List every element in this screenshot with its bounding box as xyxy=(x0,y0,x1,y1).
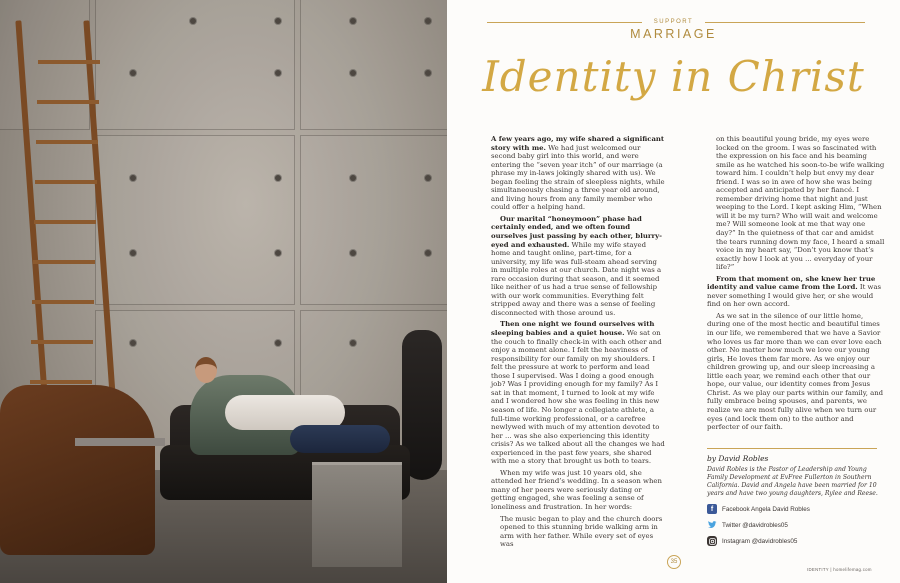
paragraph-text: on this beautiful young bride, my eyes were locked on the groom. I was so fascinated with the expression on his face and his beaming smile as he watched his soon-to-be wife walking toward him. I couldn’t help but envy my dear friend. I was so in awe of how she was being accepted and anticipated by her fiancé. I remember driving home that night and just weeping to the Lord. I kept asking Him, “When will it be my turn? Who will wait and welcome me? Will someone look at me that way one day?” In the quietness of that car and amidst the tears running down my face, I heard a small voice in my heart say, “Don’t you know that’s exactly how I look at you ... everyday of your life?” xyxy=(716,135,885,272)
concrete-stool xyxy=(312,462,402,567)
paragraph-text: The music began to play and the church doors opened to this stunning bride walking arm in arm with her father. While every set of eyes was xyxy=(500,514,663,549)
author-byline: by David Robles xyxy=(707,454,769,463)
article-paragraph xyxy=(707,275,885,309)
social-label: Instagram @davidrobles05 xyxy=(722,537,798,545)
paragraph-lead: From that moment on, she knew her true identity and value came from the Lord. xyxy=(707,274,876,292)
paragraph-text: It was never something I would give her, or she would find on her own accord. xyxy=(707,283,882,309)
article-column-2 xyxy=(707,135,885,435)
article-paragraph xyxy=(491,135,665,212)
social-label: Facebook Angela David Robles xyxy=(722,505,810,513)
paragraph-text: While my wife stayed home and taught online, part-time, for a university, my life was full-steam ahead serving in multiple roles at our church. Date night was a rare occasion during that season, and it seemed like neither of us had a true sense of fellowship with our work communities. Everything felt stripped away and there was a sense of feeling disconnected with those around us. xyxy=(491,240,662,317)
twitter-icon xyxy=(707,520,717,530)
social-instagram[interactable] xyxy=(707,535,887,547)
article-paragraph xyxy=(491,215,665,318)
article-paragraph xyxy=(491,515,665,549)
cover-photo xyxy=(0,0,447,583)
paragraph-lead: Our marital “honeymoon” phase had certainly ended, and we often found ourselves just passing by each other, blurry-eyed and exhausted. xyxy=(491,214,662,249)
paragraph-lead: Then one night we found ourselves with sleeping babies and a quiet house. xyxy=(491,320,655,338)
paragraph-text: When my wife was just 10 years old, she attended her friend’s wedding. In a season when many of her peers were seriously dating or getting engaged, she was feeling a sense of loneliness and frustration. In her words: xyxy=(491,468,662,511)
legs xyxy=(290,425,390,453)
concrete-panel xyxy=(0,0,90,130)
section-kicker: SUPPORT xyxy=(653,19,694,25)
section-title: MARRIAGE xyxy=(630,27,717,41)
author-bio: David Robles is the Pastor of Leadership and Young Family Development at EvFree Fullerton in Southern California. David and Angela have been married for 10 years and have two young daughters, Rylee and Reese. xyxy=(707,466,878,497)
social-label: Twitter @davidrobles05 xyxy=(722,521,788,529)
paragraph-text: We sat on the couch to finally check-in with each other and enjoy a moment alone. I felt the heaviness of responsibility for our family on my shoulders. I felt the pressure at work to perform and lead those I supervised. Was I doing a good enough job? Was I providing enough for my family? As I sat in that moment, I turned to look at my wife and I wondered how she was feeling in this new season of life. No longer a collegiate athlete, a full-time working professional, or a carefree newlywed with much of my attention devoted to her ... was she also experiencing this identity crisis? As we talked about all the changes we had experienced in the past few years, she shared with me a story that brought us both to tears. xyxy=(491,329,665,466)
page-number: 35 xyxy=(667,555,681,569)
side-table xyxy=(75,438,165,446)
article-paragraph xyxy=(707,135,885,272)
article-paragraph xyxy=(707,312,885,432)
concrete-panel xyxy=(300,135,447,305)
footer-folio: IDENTITY | homelifemag.com xyxy=(807,567,872,572)
paragraph-text: As we sat in the silence of our little home, during one of the most hectic and beautiful times in our life, we remembered that we have a Savior who loves us far more than we can ever love each other. No matter how much we love our young girls, He loves them far more. As we enjoy our children growing up, and our sleep increasing a little each year, we remind each other that our hope, our value, our identity comes from Jesus Christ. As we play our parts within our family, and fully embrace being spouses, and parents, we realize we are most fully alive when we turn our eyes (and lock them on) to the author and perfecter of our faith. xyxy=(707,311,884,432)
concrete-panel xyxy=(95,135,295,305)
article-page xyxy=(447,0,900,583)
paragraph-lead: A few years ago, my wife shared a significant story with me. xyxy=(491,135,665,152)
article-column-1 xyxy=(491,135,665,552)
instagram-icon xyxy=(707,536,717,546)
bio-divider xyxy=(707,448,877,449)
paragraph-text: We had just welcomed our second baby girl into this world, and were entering the “seven year itch” of our marriage (a phrase my in-laws jokingly shared with us). We began feeling the strain of sleepless nights, while simultaneously chasing a three year old around, and living hours from any family member who could offer a helping hand. xyxy=(491,143,665,212)
social-twitter[interactable] xyxy=(707,519,887,531)
man-head xyxy=(195,357,217,383)
social-facebook[interactable] xyxy=(707,503,887,515)
article-paragraph xyxy=(491,469,665,512)
article-paragraph xyxy=(491,320,665,465)
article-headline: Identity in Christ xyxy=(482,52,865,101)
leather-armchair xyxy=(0,385,155,555)
facebook-icon: f xyxy=(707,504,717,514)
